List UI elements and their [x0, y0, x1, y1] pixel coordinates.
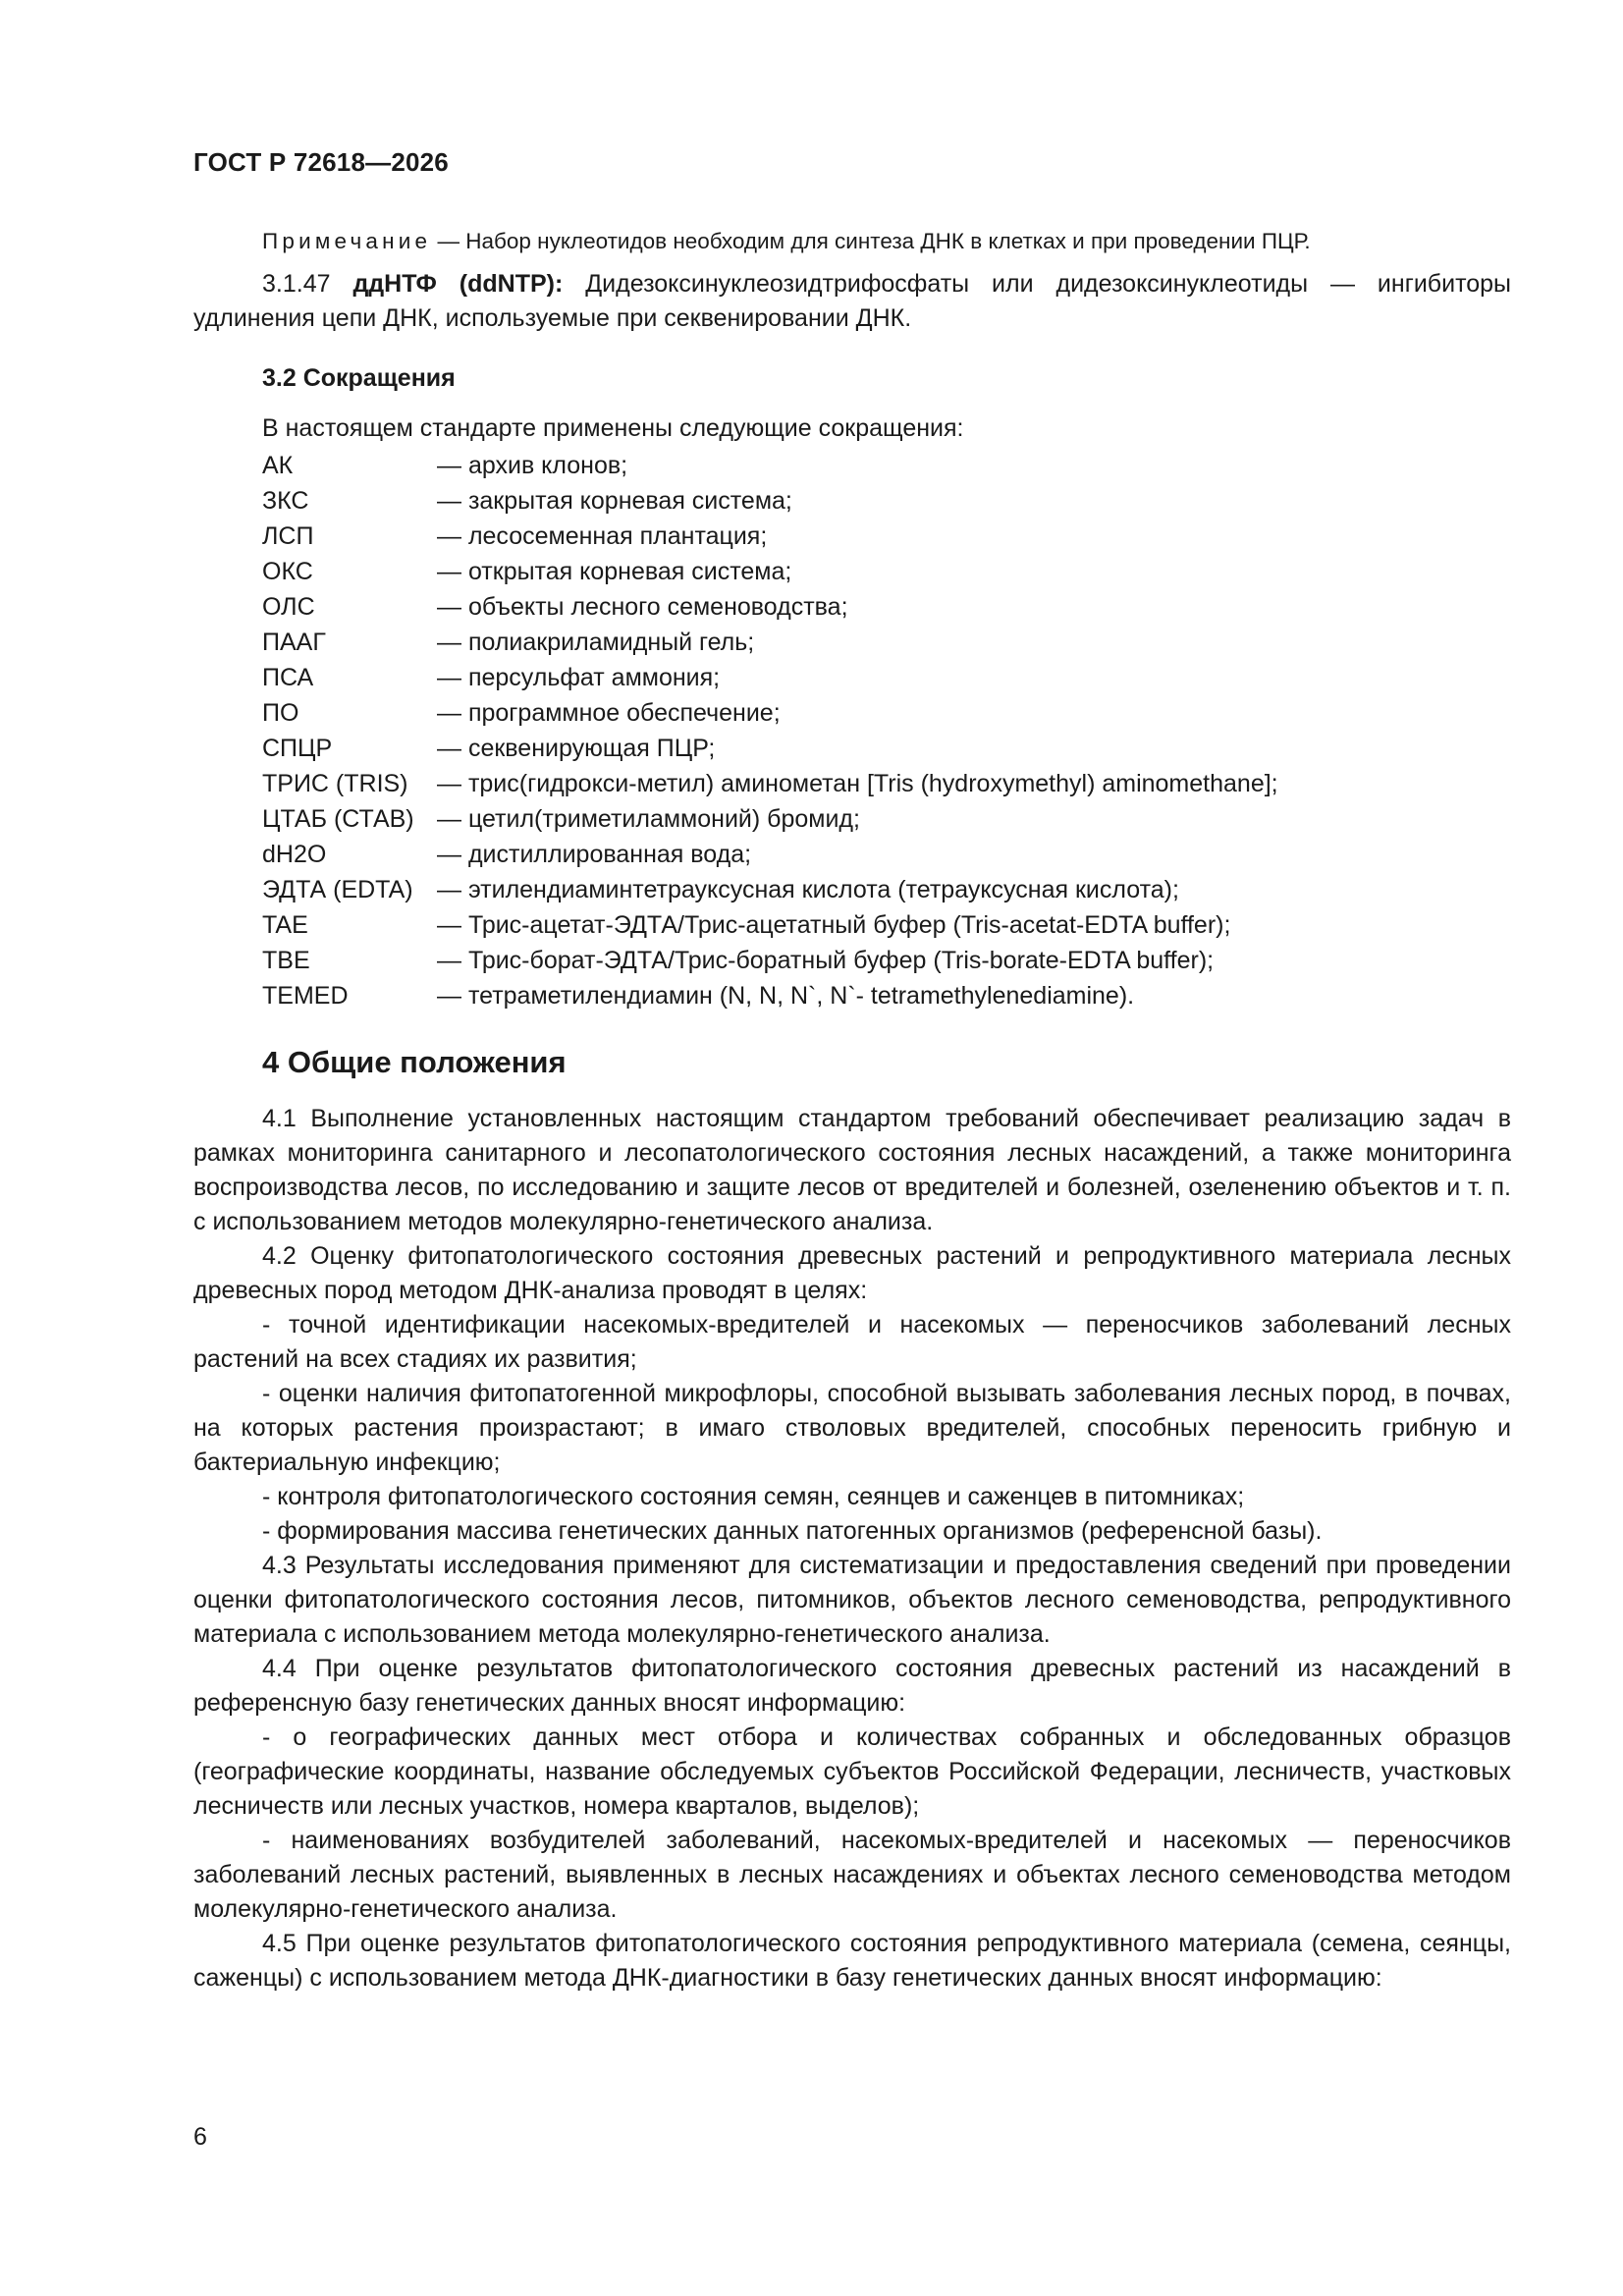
abbreviation-term: ЗКС: [262, 487, 309, 515]
abbreviation-row: [262, 766, 1511, 801]
paragraph: 4.2 Оценку фитопатологического состояния древесных растений и репродуктивного материала лесных древесных пород методом ДНК-анализа проводят в целях:: [193, 1242, 1511, 1304]
abbreviation-definition: — программное обеспечение;: [437, 699, 781, 727]
paragraph: 4.4 При оценке результатов фитопатологического состояния древесных растений из насаждений в референсную базу генетических данных вносят информацию:: [193, 1655, 1511, 1717]
paragraph: - наименованиях возбудителей заболеваний, насекомых-вредителей и насекомых — переносчиков заболеваний лесных растений, выявленных в лесных насаждениях и объектах лесного семеноводства методом молекулярно-генетического анализа.: [193, 1827, 1511, 1923]
abbreviation-row: [262, 978, 1511, 1013]
page-number: 6: [193, 2123, 207, 2151]
abbreviation-row: [262, 660, 1511, 695]
note-label: Примечание: [262, 229, 432, 253]
paragraph: 4.3 Результаты исследования применяют для систематизации и предоставления сведений при проведении оценки фитопатологического состояния лесов, питомников, объектов лесного семеноводства, репродуктивного материала с использованием метода молекулярно-генетического анализа.: [193, 1552, 1511, 1648]
abbreviation-definition: — дистиллированная вода;: [437, 841, 752, 868]
abbreviation-row: [262, 943, 1511, 978]
abbreviation-definition: — объекты лесного семеноводства;: [437, 593, 848, 621]
abbreviation-term: АК: [262, 452, 294, 479]
abbreviation-row: [262, 589, 1511, 625]
abbreviation-row: [262, 872, 1511, 907]
abbreviation-term: СПЦР: [262, 735, 333, 762]
abbreviations-list: [262, 448, 1511, 1013]
abbreviation-definition: — закрытая корневая система;: [437, 487, 792, 515]
definition-term: ддНТФ (ddNTP):: [352, 270, 564, 298]
abbreviation-term: ЭДТА (EDTA): [262, 876, 413, 903]
definition-number: 3.1.47: [262, 270, 353, 298]
paragraph: - контроля фитопатологического состояния семян, сеянцев и саженцев в питомниках;: [262, 1483, 1245, 1510]
abbreviation-term: ЛСП: [262, 522, 314, 550]
abbreviation-term: dH2O: [262, 841, 327, 868]
abbreviation-definition: — цетил(триметиламмоний) бромид;: [437, 805, 860, 833]
abbreviation-term: ПСА: [262, 664, 314, 691]
abbreviation-row: [262, 554, 1511, 589]
section-4-title: 4 Общие положения: [262, 1045, 567, 1079]
abbreviation-term: ПО: [262, 699, 299, 727]
section-3-2-intro: В настоящем стандарте применены следующие сокращения:: [262, 414, 964, 442]
abbreviation-term: ТРИС (TRIS): [262, 770, 408, 797]
definition-3-1-47: [193, 267, 1511, 336]
abbreviation-term: ЦТАБ (СТАВ): [262, 805, 414, 833]
paragraph: 4.1 Выполнение установленных настоящим стандартом требований обеспечивает реализацию задач в рамках мониторинга санитарного и лесопатологического состояния лесных насаждений, а также мониторинга воспроизводства лесов, по исследованию и защите лесов от вредителей и болезней, озеленению объектов и т. п. с использованием методов молекулярно-генетического анализа.: [193, 1105, 1511, 1235]
abbreviation-row: [262, 731, 1511, 766]
section-4-body: [193, 1102, 1511, 1995]
note: [262, 226, 1511, 257]
abbreviation-term: TBE: [262, 947, 310, 974]
abbreviation-row: [262, 907, 1511, 943]
abbreviation-definition: — лесосеменная плантация;: [437, 522, 768, 550]
note-text: — Набор нуклеотидов необходим для синтеза ДНК в клетках и при проведении ПЦР.: [431, 229, 1311, 253]
document-header: ГОСТ Р 72618—2026: [193, 147, 449, 177]
paragraph: - оценки наличия фитопатогенной микрофлоры, способной вызывать заболевания лесных пород, в почвах, на которых растения произрастают; в имаго стволовых вредителей, способных переносить грибную и бактериальную инфекцию;: [193, 1380, 1511, 1476]
abbreviation-term: TAE: [262, 911, 308, 939]
paragraph: 4.5 При оценке результатов фитопатологического состояния репродуктивного материала (семена, сеянцы, саженцы) с использованием метода ДНК-диагностики в базу генетических данных вносят информацию:: [193, 1930, 1511, 1992]
page-content: [193, 226, 1511, 1995]
abbreviation-definition: — этилендиаминтетрауксусная кислота (тетрауксусная кислота);: [437, 876, 1179, 903]
paragraph: - точной идентификации насекомых-вредителей и насекомых — переносчиков заболеваний лесных растений на всех стадиях их развития;: [193, 1311, 1511, 1373]
abbreviation-definition: — Трис-борат-ЭДТА/Трис-боратный буфер (Tris-borate-EDTA buffer);: [437, 947, 1215, 974]
abbreviation-definition: — трис(гидрокси-метил) аминометан [Tris (hydroxymethyl) aminomethane];: [437, 770, 1278, 797]
abbreviation-row: [262, 483, 1511, 519]
abbreviation-definition: — тетраметилендиамин (N, N, N`, N`- tetramethylenediamine).: [437, 982, 1135, 1010]
abbreviation-row: [262, 695, 1511, 731]
abbreviation-row: [262, 837, 1511, 872]
definition-text: Дидезоксинуклеозидтрифосфаты или дидезоксинуклеотиды — ингибиторы удлинения цепи ДНК, используемые при секвенировании ДНК.: [193, 270, 1512, 332]
abbreviation-definition: — персульфат аммония;: [437, 664, 721, 691]
abbreviation-term: ОЛС: [262, 593, 315, 621]
abbreviation-row: [262, 448, 1511, 483]
abbreviation-definition: — архив клонов;: [437, 452, 628, 479]
abbreviation-row: [262, 519, 1511, 554]
abbreviation-definition: — секвенирующая ПЦР;: [437, 735, 716, 762]
abbreviation-row: [262, 801, 1511, 837]
abbreviation-definition: — полиакриламидный гель;: [437, 629, 755, 656]
abbreviation-definition: — Трис-ацетат-ЭДТА/Трис-ацетатный буфер (Tris-acetat-EDTA buffer);: [437, 911, 1231, 939]
abbreviation-row: [262, 625, 1511, 660]
abbreviation-term: ОКС: [262, 558, 313, 585]
abbreviation-term: TEMED: [262, 982, 349, 1010]
abbreviation-definition: — открытая корневая система;: [437, 558, 792, 585]
paragraph: - формирования массива генетических данных патогенных организмов (референсной базы).: [262, 1517, 1323, 1545]
paragraph: - о географических данных мест отбора и количествах собранных и обследованных образцов (географические координаты, название обследуемых субъектов Российской Федерации, лесничеств, участковых лесничеств или лесных участков, номера кварталов, выделов);: [193, 1723, 1511, 1820]
section-3-2-title: 3.2 Сокращения: [262, 364, 456, 392]
abbreviation-term: ПААГ: [262, 629, 326, 656]
